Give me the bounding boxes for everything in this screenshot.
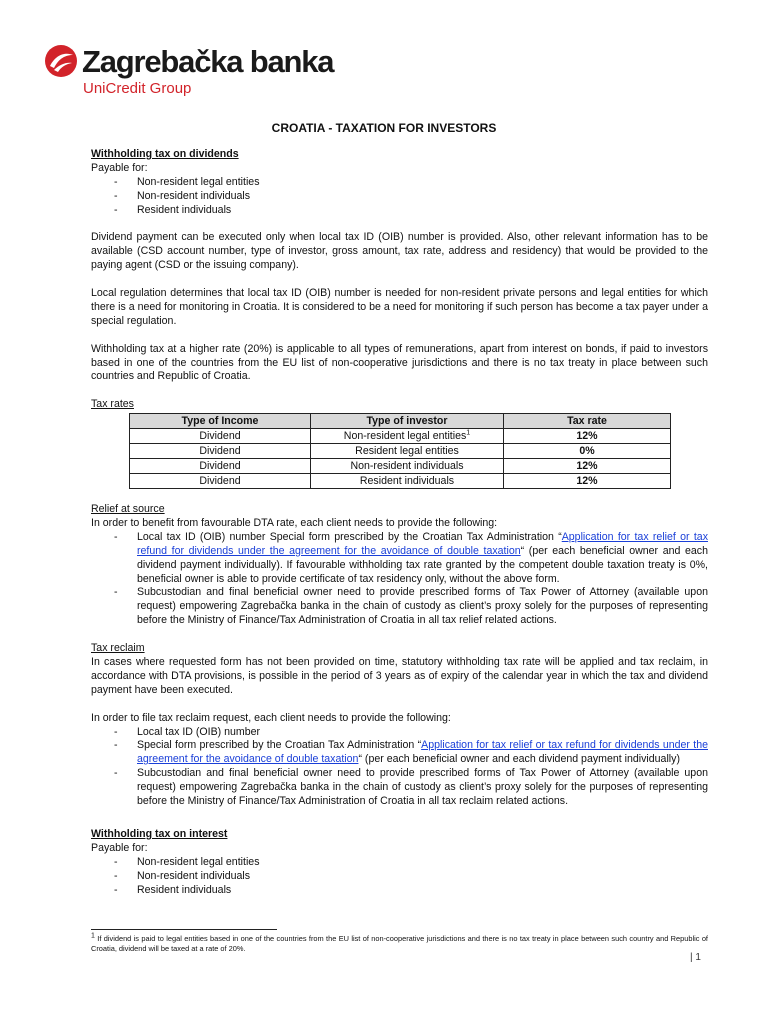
income-cell: Dividend [130,459,311,474]
list-item: - Non-resident individuals [91,870,708,884]
list-item: - Non-resident legal entities [91,176,708,190]
relief-list [91,531,708,628]
column-header: Type of investor [311,414,504,429]
dividends-payable-list [91,176,708,218]
relief-heading: Relief at source [91,503,165,516]
list-text: Special form prescribed by the Croatian Tax Administration “ [137,739,422,752]
dividends-paragraph: Local regulation determines that local tax ID (OIB) number is needed for non-resident private persons and legal entities for which there is a need for monitoring in Croatia. It is considered to be a need for monitoring if such person has become a tax payer under a special regulation. [91,287,708,327]
list-item [91,531,708,587]
interest-payable-list [91,856,708,898]
brand-name: Zagrebačka banka [82,44,334,79]
reclaim-paragraph: In cases where requested form has not been provided on time, statutory withholding tax rate will be applied and tax reclaim, in accordance with DTA provisions, is possible in the period of 3 years as of expiry of the calendar year in which the tax and dividend payment have been executed. [91,656,708,696]
list-item: - Resident individuals [91,884,708,898]
reclaim-list [91,726,708,809]
investor-cell: Non-resident individuals [311,459,504,474]
list-item: - Subcustodian and final beneficial owner need to provide prescribed forms of Tax Power of Attorney (available upon request) empowering Zagrebačka banka in the chain of custody as client’s proxy solely for the purposes of representing before the Ministry of Finance/Tax Administration of Croatia in all tax relief related actions. [91,586,708,628]
column-header: Tax rate [504,414,671,429]
table-row [130,474,671,489]
rate-cell: 12% [504,474,671,489]
footnote-marker: 1 [91,932,95,940]
rate-cell: 12% [504,429,671,444]
page-title: CROATIA - TAXATION FOR INVESTORS [271,121,497,135]
table-row [130,444,671,459]
interest-payable-label: Payable for: [91,841,148,854]
footnote [91,934,708,954]
relief-intro: In order to benefit from favourable DTA rate, each client needs to provide the following: [91,516,498,529]
list-text: Local tax ID (OIB) number Special form prescribed by the Croatian Tax Administration “ [137,530,562,543]
list-item [91,739,708,767]
rate-cell: 12% [504,459,671,474]
page-number: | 1 [690,952,701,963]
income-cell: Dividend [130,429,311,444]
dividends-paragraph: Dividend payment can be executed only when local tax ID (OIB) number is provided. Also, other relevant information has to be available (CSD account number, type of investor, gross amount, tax rate, address and residency) that would be provided to the paying agent (CSD or the issuing company). [91,231,708,272]
footnote-text: If dividend is paid to legal entities based in one of the countries from the EU list of non-cooperative jurisdictions and there is no tax treaty in place between such country and Republic of Croatia, dividend will be taxed at a rate of 20%. [91,934,708,953]
interest-heading: Withholding tax on interest [91,827,228,840]
income-cell: Dividend [130,474,311,489]
list-text: “ (per each beneficial owner and each dividend payment individually). If favourable withholding tax rate granted by the competent double taxation treaty is 0%, beneficial owner is able to provide certificate of tax residency only, without the above form. [137,544,708,585]
rate-cell: 0% [504,444,671,459]
list-item: - Non-resident legal entities [91,856,708,870]
dividends-paragraph: Withholding tax at a higher rate (20%) is applicable to all types of remunerations, apart from interest on bonds, if paid to investors based in one of the countries from the EU list of non-cooperative jurisdictions and there is no tax treaty in place between such countries and Republic of Croatia. [91,342,708,383]
list-text: “ (per each beneficial owner and each dividend payment individually) [358,753,680,766]
tax-rates-heading: Tax rates [91,398,134,411]
dividends-payable-label: Payable for: [91,161,148,174]
table-row [130,459,671,474]
list-item: - Non-resident individuals [91,190,708,204]
bank-logo [44,42,374,102]
application-form-link[interactable]: Application for tax relief or tax refund for dividends under the agreement for the avoidance of double taxation [137,530,708,557]
table-header-row [130,414,671,429]
investor-cell: Resident legal entities [311,444,504,459]
dividends-heading: Withholding tax on dividends [91,148,239,160]
footnote-ref: 1 [466,429,471,437]
list-item: - Subcustodian and final beneficial owner need to provide prescribed forms of Tax Power of Attorney (available upon request) empowering Zagrebačka banka in the chain of custody as client’s proxy solely for the purposes of representing before the Ministry of Finance/Tax Administration of Croatia in all tax reclaim related actions. [91,767,708,809]
table-row [130,429,671,444]
reclaim-intro: In order to file tax reclaim request, each client needs to provide the following: [91,711,451,724]
investor-cell [311,429,504,444]
income-cell: Dividend [130,444,311,459]
investor-text: Non-resident legal entities [343,429,467,442]
list-item: - Local tax ID (OIB) number [91,726,708,740]
application-form-link[interactable]: Application for tax relief or tax refund for dividends under the agreement for the avoidance of double taxation [137,739,708,766]
investor-cell: Resident individuals [311,474,504,489]
column-header: Type of Income [130,414,311,429]
list-item: - Resident individuals [91,204,708,218]
tax-rates-table [129,413,671,489]
footnote-divider [91,929,277,930]
group-name: UniCredit Group [83,80,192,97]
reclaim-heading: Tax reclaim [91,642,145,655]
document-body [91,148,708,897]
unicredit-logo-icon [44,44,78,78]
